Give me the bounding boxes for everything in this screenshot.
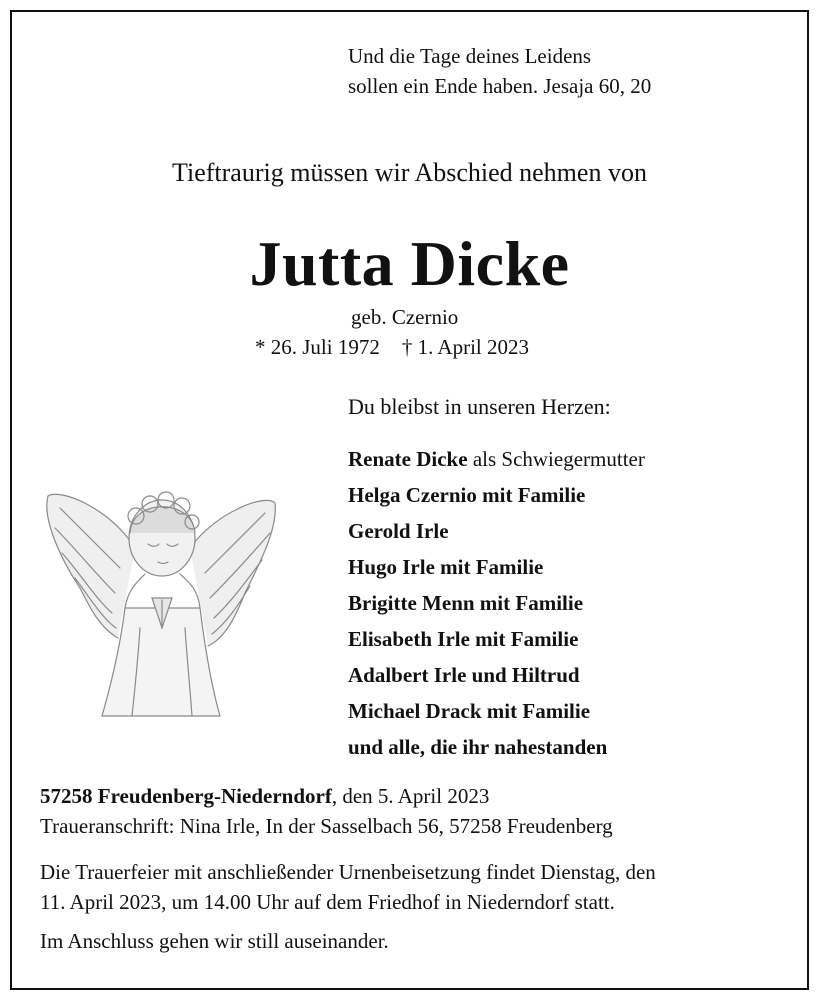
place-and-date — [40, 786, 489, 807]
date: , den 5. April 2023 — [331, 784, 490, 808]
mourner: Gerold Irle — [348, 519, 449, 543]
intro-text: Tieftraurig müssen wir Abschied nehmen von — [172, 158, 647, 187]
bible-verse-line-1: Und die Tage deines Leidens — [348, 44, 592, 68]
bible-verse-line-2: sollen ein Ende haben. Jesaja 60, 20 — [348, 74, 652, 98]
place: 57258 Freudenberg-Niederndorf — [40, 784, 332, 808]
heart-line: Du bleibst in unseren Herzen: — [348, 394, 611, 419]
birth-name: geb. Czernio — [351, 305, 459, 329]
mourner: Helga Czernio mit Familie — [348, 483, 586, 507]
mourner: Brigitte Menn mit Familie — [348, 591, 584, 615]
mourner: Michael Drack mit Familie — [348, 699, 591, 723]
funeral-info-line-2: 11. April 2023, um 14.00 Uhr auf dem Friedhof in Niederndorf statt. — [40, 890, 615, 914]
deceased-name: Jutta Dicke — [249, 228, 570, 299]
life-dates — [255, 337, 529, 358]
mourner: Adalbert Irle und Hiltrud — [348, 663, 580, 687]
closing-text: Im Anschluss gehen wir still auseinander. — [40, 929, 389, 953]
angel-illustration — [40, 478, 280, 718]
mourner: Renate Dicke als Schwiegermutter — [348, 447, 645, 471]
mourner: Elisabeth Irle mit Familie — [348, 627, 579, 651]
mourning-address: Traueranschrift: Nina Irle, In der Sasselbach 56, 57258 Freudenberg — [40, 814, 613, 838]
mourner: Hugo Irle mit Familie — [348, 555, 544, 579]
mourner: und alle, die ihr nahestanden — [348, 735, 608, 759]
death-date: † 1. April 2023 — [401, 335, 530, 359]
mourners-list — [348, 448, 645, 772]
funeral-info-line-1: Die Trauerfeier mit anschließender Urnenbeisetzung findet Dienstag, den — [40, 860, 656, 884]
birth-date: * 26. Juli 1972 — [255, 335, 380, 359]
